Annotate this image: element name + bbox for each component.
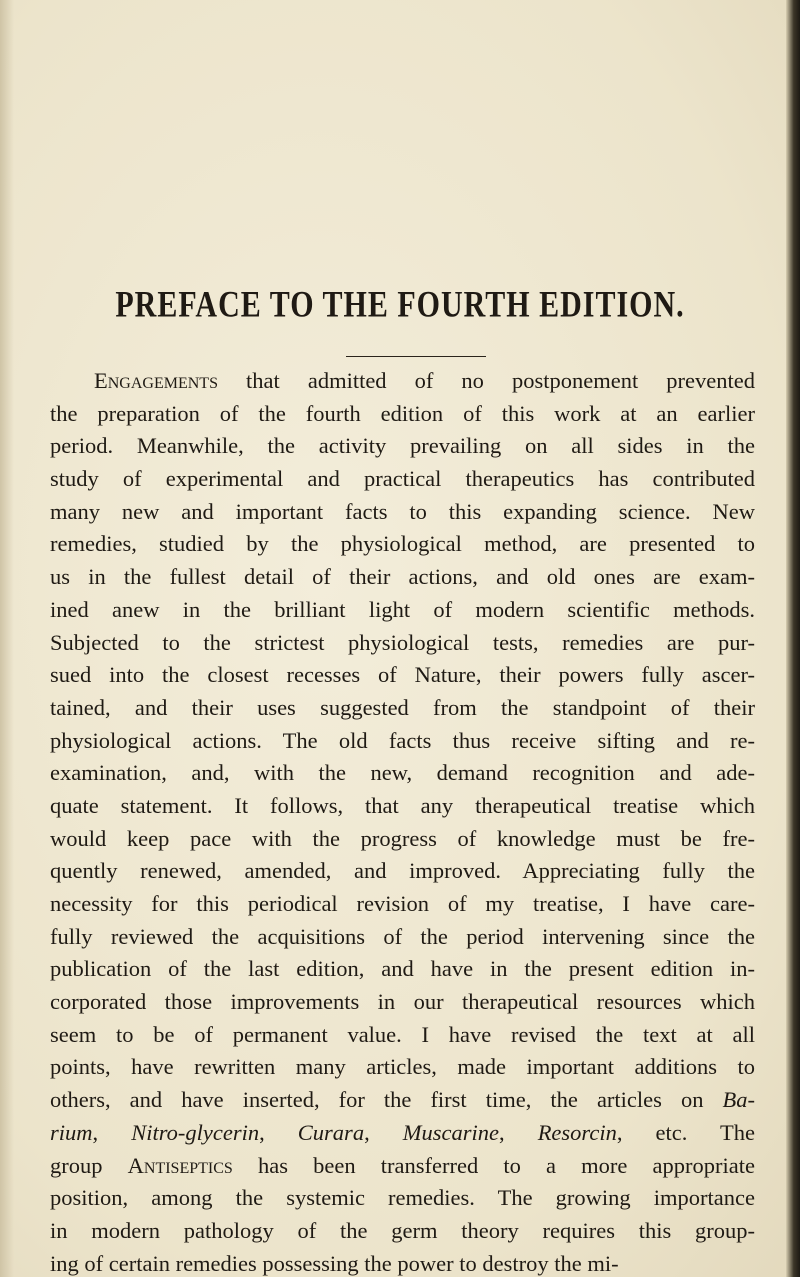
separator: , xyxy=(92,1119,132,1145)
text-line xyxy=(50,365,755,398)
text-line: remedies, studied by the physiological method, are presented to xyxy=(50,531,755,557)
text-line xyxy=(50,1117,755,1150)
line-text: , etc. The xyxy=(616,1119,756,1145)
text-line: ing of certain remedies possessing the power to destroy the mi- xyxy=(50,1250,619,1276)
text-line: quently renewed, amended, and improved. Appreciating fully the xyxy=(50,858,755,884)
text-line: the preparation of the fourth edition of this work at an earlier xyxy=(50,400,755,426)
lead-word: Engagements xyxy=(94,368,218,393)
text-line: fully reviewed the acquisitions of the period intervening since the xyxy=(50,923,755,949)
text-line: examination, and, with the new, demand recognition and ade- xyxy=(50,760,755,786)
italic-term: Curara xyxy=(297,1119,365,1145)
text-line: sued into the closest recesses of Nature, their powers fully ascer- xyxy=(50,662,755,688)
separator: , xyxy=(364,1119,403,1145)
italic-term: Ba- xyxy=(722,1087,755,1113)
italic-term: Resorcin xyxy=(537,1119,617,1145)
text-line: tained, and their uses suggested from the standpoint of their xyxy=(50,694,755,720)
text-line: period. Meanwhile, the activity prevailing on all sides in the xyxy=(50,433,755,459)
page-gutter-shadow xyxy=(0,0,14,1277)
text-line: ined anew in the brilliant light of modern scientific methods. xyxy=(50,596,755,622)
text-line: seem to be of permanent value. I have revised the text at all xyxy=(50,1021,755,1047)
text-line: us in the fullest detail of their actions, and old ones are exam- xyxy=(50,564,755,590)
italic-term: Nitro-glycerin xyxy=(131,1119,260,1145)
title-rule xyxy=(346,356,486,357)
page-edge xyxy=(786,0,800,1277)
small-caps-term: Antiseptics xyxy=(127,1152,233,1178)
text-line xyxy=(50,1150,755,1183)
text-line: would keep pace with the progress of knowledge must be fre- xyxy=(50,825,755,851)
text-line: physiological actions. The old facts thus receive sifting and re- xyxy=(50,727,755,753)
italic-term: Muscarine xyxy=(402,1119,499,1145)
line-text: that admitted of no postponement prevented xyxy=(217,368,755,393)
page-title: PREFACE TO THE FOURTH EDITION. xyxy=(115,284,685,326)
text-line: many new and important facts to this expanding science. New xyxy=(50,498,755,524)
text-line: quate statement. It follows, that any therapeutical treatise which xyxy=(50,792,755,818)
line-text: others, and have inserted, for the first time, the articles on xyxy=(50,1087,723,1113)
text-line: study of experimental and practical therapeutics has contributed xyxy=(50,466,755,492)
text-line: publication of the last edition, and have in the present edition in- xyxy=(50,956,755,982)
text-line: points, have rewritten many articles, made important additions to xyxy=(50,1054,755,1080)
text-line: necessity for this periodical revision of my treatise, I have care- xyxy=(50,891,755,916)
text-line: position, among the systemic remedies. The growing importance xyxy=(50,1185,755,1211)
text-line: corporated those improvements in our therapeutical resources which xyxy=(50,989,755,1015)
italic-term: rium xyxy=(50,1119,93,1145)
text-line: Subjected to the strictest physiological tests, remedies are pur- xyxy=(50,629,755,655)
separator: , xyxy=(499,1119,538,1145)
line-text: has been transferred to a more appropriate xyxy=(232,1152,755,1178)
text-line xyxy=(50,1084,755,1117)
line-text: group xyxy=(50,1152,128,1178)
preface-paragraph xyxy=(50,365,755,1277)
separator: , xyxy=(259,1119,298,1145)
text-line: in modern pathology of the germ theory requires this group- xyxy=(50,1217,755,1243)
